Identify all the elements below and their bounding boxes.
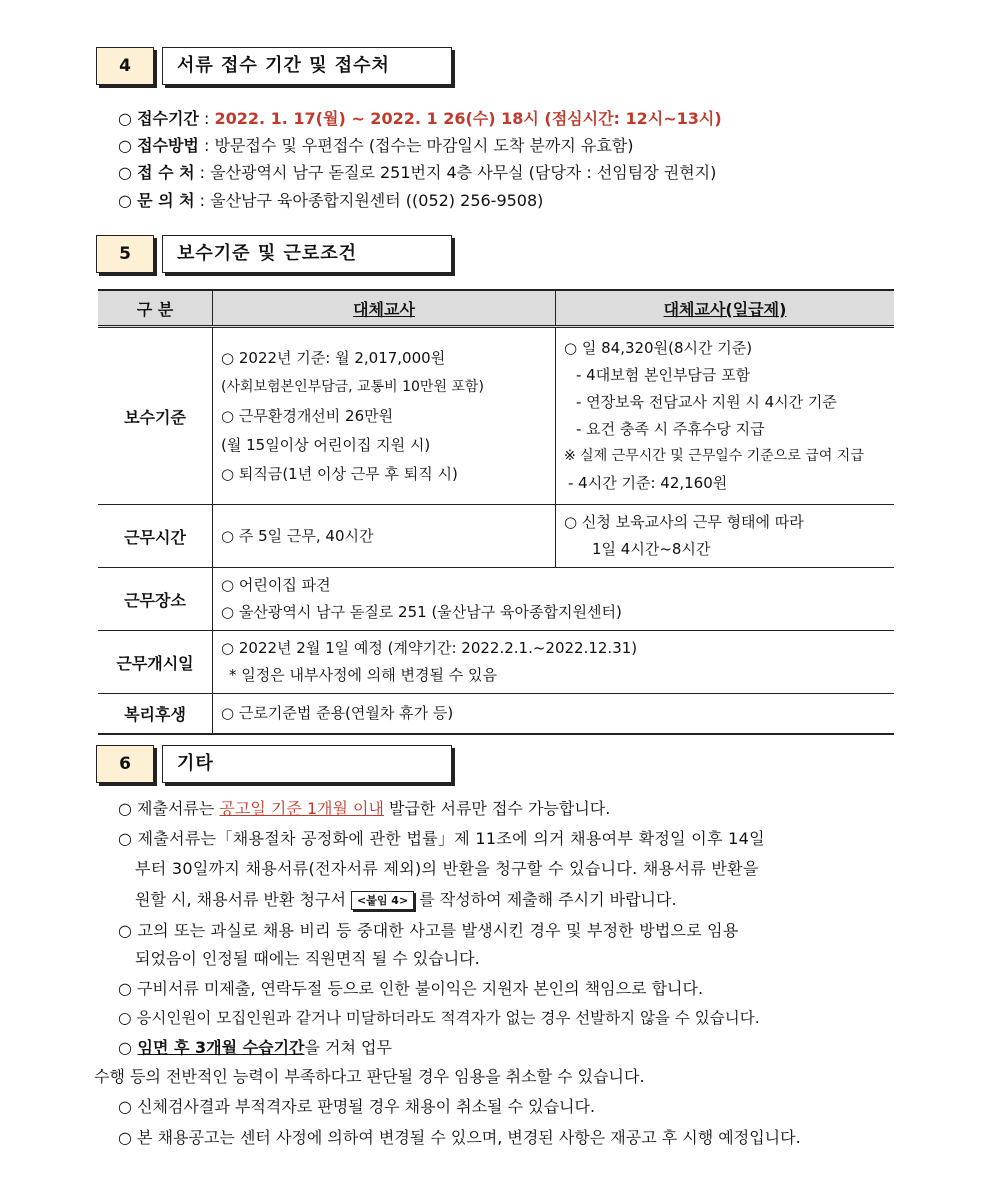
text: 발급한 서류만 접수 가능합니다. — [383, 799, 611, 818]
text: 를 작성하여 제출해 주시기 바랍니다. — [414, 890, 677, 909]
pay-right-line: - 4대보험 본인부담금 포함 — [576, 366, 751, 384]
pay-left-line: (월 15일이상 어린이집 지원 시) — [221, 435, 431, 454]
section-6-number: 6 — [96, 745, 154, 783]
welfare-cell: ○ 근로기준법 준용(연월차 휴가 등) — [213, 694, 895, 734]
highlight: 임면 후 3개월 수습기간 — [137, 1038, 305, 1057]
sec6-line-10: 수행 등의 전반적인 능력이 부족하다고 판단될 경우 임용을 취소할 수 있습니다. — [94, 1067, 645, 1086]
hours-left: ○ 주 5일 근무, 40시간 — [213, 505, 556, 568]
value: 방문접수 및 우편접수 (접수는 마감일시 도착 분까지 유효함) — [214, 136, 634, 155]
start-cell — [213, 631, 895, 694]
pay-right — [556, 327, 895, 505]
value: 울산남구 육아종합지원센터 ((052) 256-9508) — [210, 191, 544, 210]
sec6-line-8: ○ 응시인원이 모집인원과 같거나 미달하더라도 적격자가 없는 경우 선발하지 않을 수 있습니다. — [118, 1009, 760, 1027]
sec6-line-4 — [135, 887, 677, 910]
hours-right — [556, 505, 895, 568]
highlight: 공고일 기준 1개월 이내 — [219, 799, 384, 818]
label: 접수기간 — [137, 109, 199, 128]
table-row-welfare — [98, 694, 894, 734]
pay-right-line: - 연장보육 전담교사 지원 시 4시간 기준 — [576, 393, 837, 411]
sec6-line-6: 되었음이 인정될 때에는 직원면직 될 수 있습니다. — [135, 949, 480, 968]
sep: : — [194, 163, 211, 182]
table-row-pay — [98, 327, 894, 505]
bullet: ○ — [118, 163, 132, 182]
section-5-number: 5 — [96, 235, 154, 273]
row-label-place: 근무장소 — [98, 568, 213, 631]
section-4-title: 서류 접수 기간 및 접수처 — [162, 47, 452, 85]
place-line: ○ 울산광역시 남구 돋질로 251 (울산남구 육아종합지원센터) — [221, 603, 622, 621]
value: 울산광역시 남구 돋질로 251번지 4층 사무실 (담당자 : 선임팀장 권현지) — [210, 163, 717, 182]
pay-left-line: ○ 퇴직금(1년 이상 근무 후 퇴직 시) — [221, 464, 458, 483]
text: 원할 시, 채용서류 반환 청구서 — [135, 890, 351, 909]
bullet: ○ — [118, 109, 132, 128]
label: 접 수 처 — [137, 163, 195, 182]
section-6-title: 기타 — [162, 745, 452, 783]
place-cell — [213, 568, 895, 631]
sec6-line-9 — [118, 1035, 392, 1058]
sep: : — [194, 191, 211, 210]
hours-right-line: 1일 4시간~8시간 — [592, 540, 711, 558]
table-header-row — [98, 290, 894, 327]
sec6-line-5: ○ 고의 또는 과실로 채용 비리 등 중대한 사고를 발생시킨 경우 및 부정한 방법으로 임용 — [118, 921, 739, 940]
sep: : — [198, 136, 215, 155]
header-category: 구 분 — [98, 290, 213, 327]
pay-left-line: ○ 2022년 기준: 월 2,017,000원 — [221, 348, 446, 367]
pay-table — [98, 289, 894, 735]
header-substitute-text: 대체교사 — [353, 299, 415, 319]
bullet: ○ — [118, 136, 132, 155]
pay-left — [213, 327, 556, 505]
row-label-welfare: 복리후생 — [98, 694, 213, 734]
place-line: ○ 어린이집 파견 — [221, 576, 331, 594]
table-row-start — [98, 631, 894, 694]
section-4-number: 4 — [96, 47, 154, 85]
sep: : — [198, 109, 215, 128]
text: ○ — [118, 1038, 138, 1057]
sec4-item-place — [118, 160, 716, 183]
attachment-badge: <붙임 4> — [351, 891, 414, 910]
value: 2022. 1. 17(월) ~ 2022. 1 26(수) 18시 (점심시간: 12시~13시) — [214, 109, 722, 128]
sec4-item-contact — [118, 188, 543, 211]
pay-right-line: ○ 일 84,320원(8시간 기준) — [564, 339, 753, 357]
header-substitute — [213, 290, 556, 327]
sec6-line-7: ○ 구비서류 미제출, 연락두절 등으로 인한 불이익은 지원자 본인의 책임으로 합니다. — [118, 979, 704, 998]
start-line: ○ 2022년 2월 1일 예정 (계약기간: 2022.2.1.~2022.12.31) — [221, 639, 638, 657]
start-line: * 일정은 내부사정에 의해 변경될 수 있음 — [229, 666, 497, 684]
sec6-line-1 — [118, 796, 610, 819]
sec6-line-11: ○ 신체검사결과 부적격자로 판명될 경우 채용이 취소될 수 있습니다. — [118, 1097, 596, 1116]
row-label-start: 근무개시일 — [98, 631, 213, 694]
sec6-line-3: 부터 30일까지 채용서류(전자서류 제외)의 반환을 청구할 수 있습니다. 채용서류 반환을 — [135, 859, 759, 878]
label: 접수방법 — [137, 136, 199, 155]
pay-right-line: - 요건 충족 시 주휴수당 지급 — [576, 420, 765, 438]
pay-right-line: ※ 실제 근무시간 및 근무일수 기준으로 급여 지급 — [564, 448, 864, 464]
header-substitute-daily-text: 대체교사(일급제) — [663, 299, 787, 319]
table-row-hours — [98, 505, 894, 568]
label: 문 의 처 — [137, 191, 195, 210]
bullet: ○ — [118, 191, 132, 210]
text: 을 거쳐 업무 — [304, 1038, 392, 1057]
text: ○ 제출서류는 — [118, 799, 220, 818]
section-5-title: 보수기준 및 근로조건 — [162, 235, 452, 273]
sec4-item-method — [118, 133, 633, 156]
sec6-line-12: ○ 본 채용공고는 센터 사정에 의하여 변경될 수 있으며, 변경된 사항은 재공고 후 시행 예정입니다. — [118, 1128, 801, 1147]
pay-left-line: ○ 근무환경개선비 26만원 — [221, 406, 394, 425]
hours-right-line: ○ 신청 보육교사의 근무 형태에 따라 — [564, 513, 804, 531]
row-label-hours: 근무시간 — [98, 505, 213, 568]
sec6-line-2: ○ 제출서류는「채용절차 공정화에 관한 법률」제 11조에 의거 채용여부 확정일 이후 14일 — [118, 829, 765, 848]
sec4-item-period — [118, 106, 722, 129]
pay-left-line: (사회보험본인부담금, 교통비 10만원 포함) — [221, 378, 484, 395]
pay-right-line: - 4시간 기준: 42,160원 — [568, 474, 728, 492]
table-row-place — [98, 568, 894, 631]
header-substitute-daily — [556, 290, 895, 327]
row-label-pay: 보수기준 — [98, 327, 213, 505]
